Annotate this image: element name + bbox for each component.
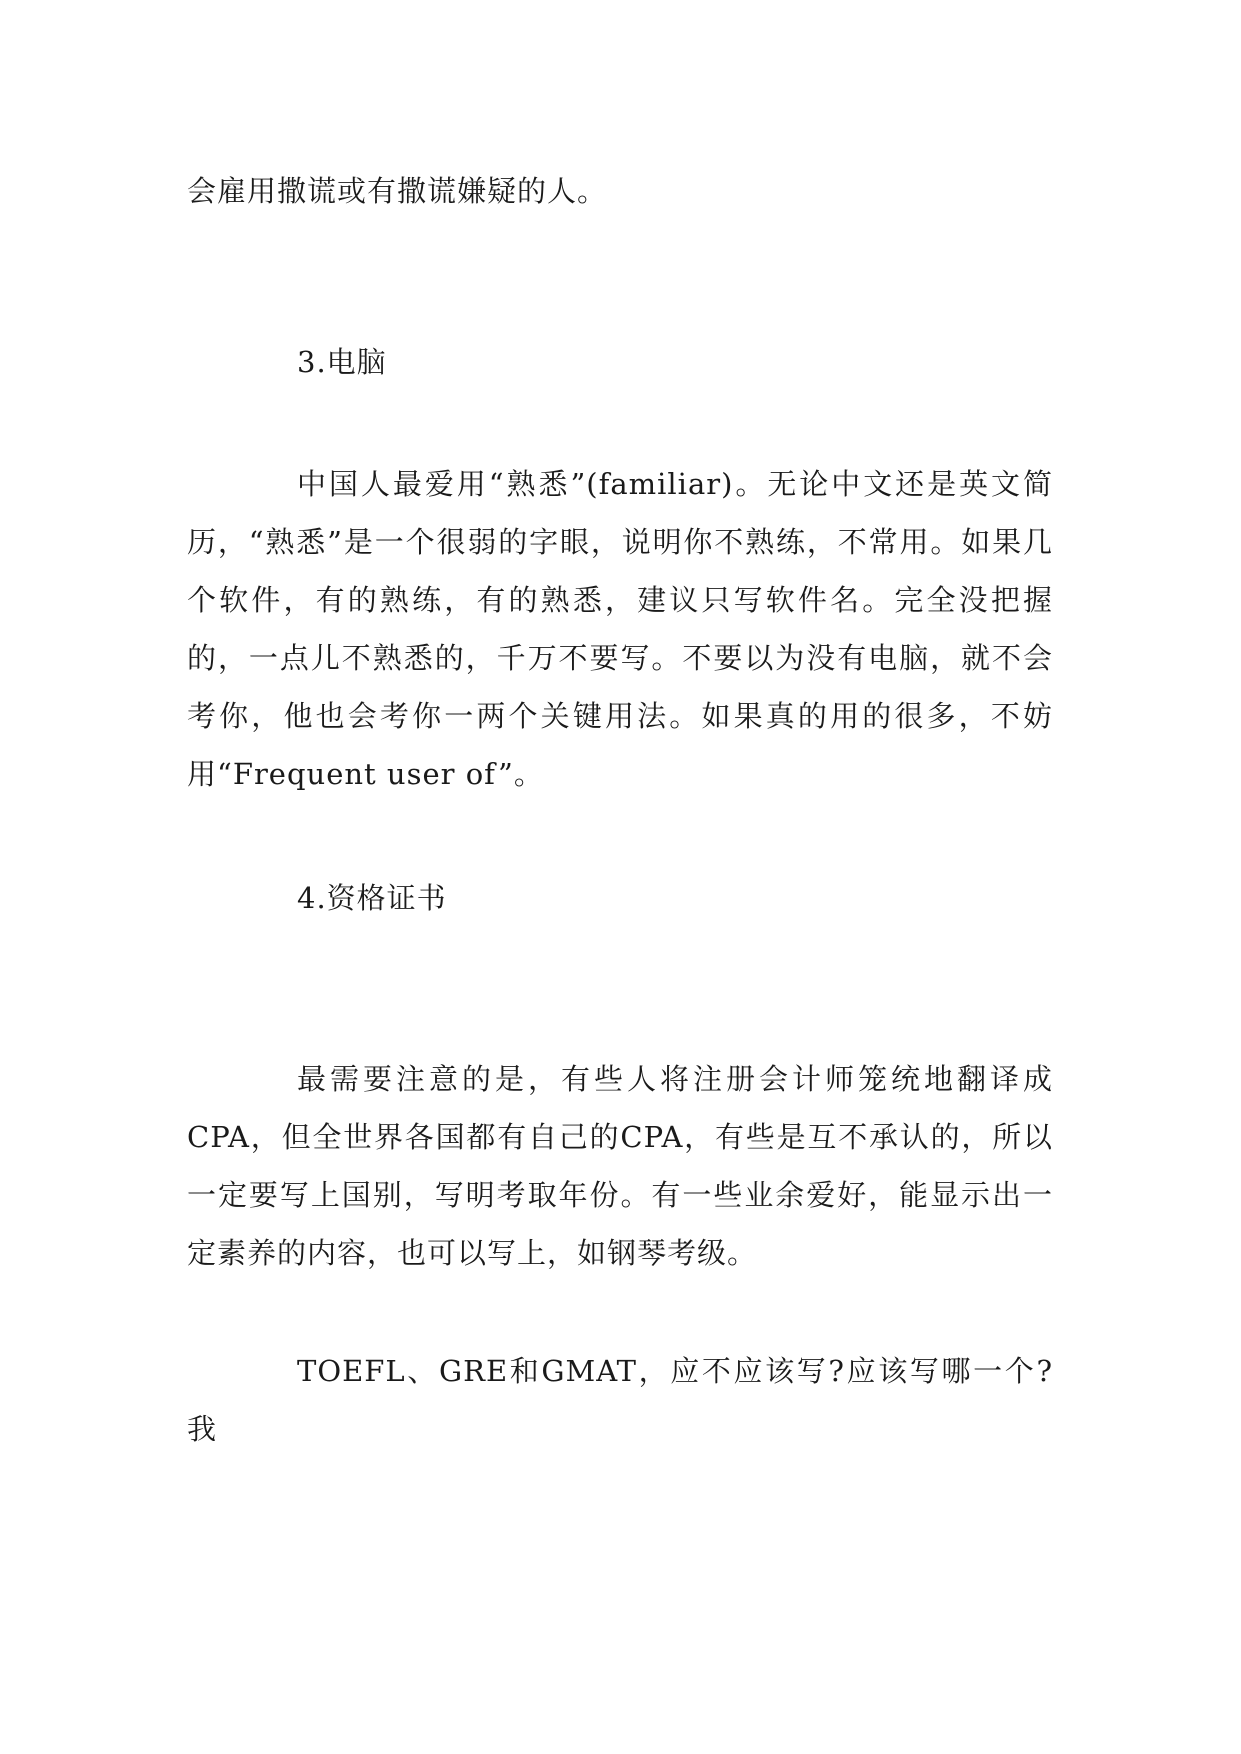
continuation-paragraph: 会雇用撒谎或有撒谎嫌疑的人。 bbox=[187, 174, 608, 208]
certificates-paragraph: 最需要注意的是，有些人将注册会计师笼统地翻译成CPA，但全世界各国都有自己的CPA，有些是互不承认的，所以一定要写上国别，写明考取年份。有一些业余爱好，能显示出一定素养的内容，也可以写上，如钢琴考级。 bbox=[187, 1062, 1053, 1270]
section-heading-computer: 3.电脑 bbox=[297, 345, 387, 379]
section-heading-certificates: 4.资格证书 bbox=[297, 881, 447, 915]
tests-paragraph: TOEFL、GRE和GMAT，应不应该写?应该写哪一个?我 bbox=[187, 1354, 1053, 1446]
computer-skills-paragraph: 中国人最爱用“熟悉”(familiar)。无论中文还是英文简历，“熟悉”是一个很弱的字眼，说明你不熟练，不常用。如果几个软件，有的熟练，有的熟悉，建议只写软件名。完全没把握的，一点儿不熟悉的，千万不要写。不要以为没有电脑，就不会考你，他也会考你一两个关键用法。如果真的用的很多，不妨用“Frequent user of”。 bbox=[187, 467, 1053, 791]
